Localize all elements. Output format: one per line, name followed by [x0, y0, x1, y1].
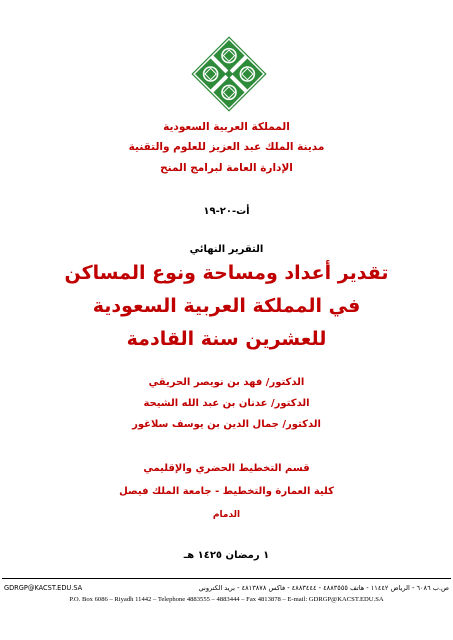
- org-line-3: الإدارة العامة لبرامج المنح: [160, 162, 293, 174]
- org-line-1: المملكة العربية السعودية: [163, 121, 290, 133]
- footer-divider: [2, 578, 451, 579]
- college: كلية العمارة والتخطيط - جامعة الملك فيصل: [119, 486, 334, 497]
- report-title-line-3: للعشرين سنة القادمة: [126, 328, 327, 350]
- city: الدمام: [212, 510, 241, 520]
- footer-email: GDRGP@KACST.EDU.SA: [4, 584, 83, 592]
- kacst-logo-icon: [191, 36, 267, 112]
- report-date: ١ رمضان ١٤٢٥ هـ: [183, 550, 270, 561]
- org-line-2: مدينة الملك عبد العزيز للعلوم والتقنية: [128, 141, 325, 153]
- report-title-line-2: في المملكة العربية السعودية: [92, 295, 361, 317]
- report-type: التقرير النهائي: [189, 244, 264, 255]
- footer-english-line: P.O. Box 6086 – Riyadh 11442 – Telephone 4883555 – 4883444 – Fax 4813878 – E-mail: GDRGP@KACST.EDU.SA: [69, 596, 384, 603]
- report-code: أت-٢٠-١٩: [203, 206, 250, 217]
- department: قسم التخطيط الحضري والإقليمي: [143, 463, 310, 474]
- report-title-line-1: تقدير أعداد ومساحة ونوع المساكن: [64, 262, 389, 284]
- author-3: الدكتور/ جمال الدين بن يوسف سلاغور: [132, 419, 321, 430]
- footer-arabic-address: ص.ب ٦٠٨٦ - الرياض ١١٤٤٢ - هاتف ٤٨٨٣٥٥٥ - ٤٨٨٣٤٤٤ - فاكس ٤٨١٣٨٧٨ - بريد الكتروني: [198, 584, 449, 592]
- author-1: الدكتور/ فهد بن نويصر الحريقي: [148, 377, 305, 388]
- footer-arabic-line: [4, 584, 449, 592]
- author-2: الدكتور/ عدنان بن عبد الله الشيحة: [143, 398, 310, 409]
